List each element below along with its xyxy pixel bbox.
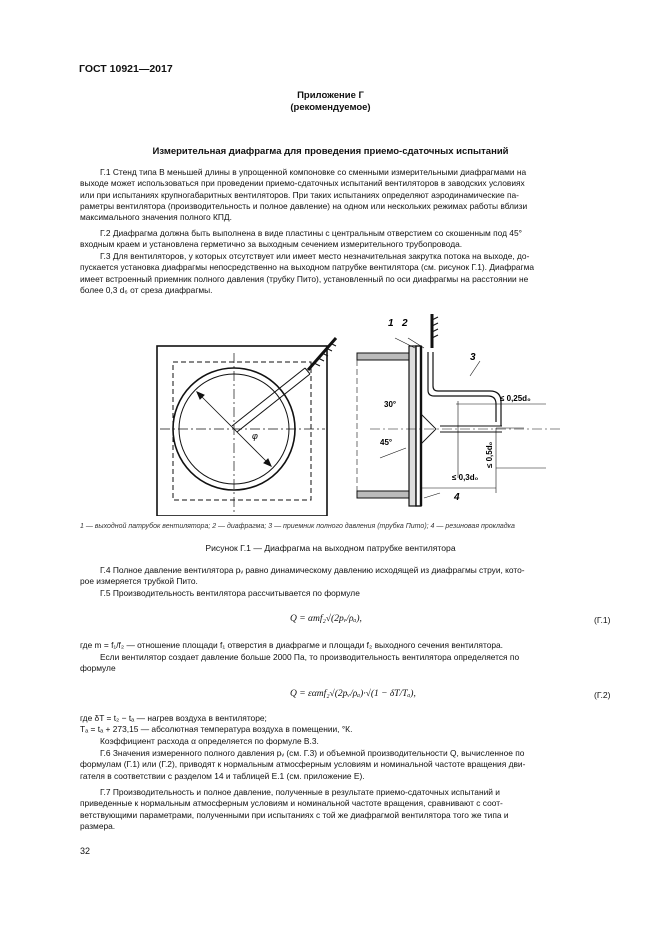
angle-label: φ bbox=[252, 431, 258, 441]
formula-g1-number: (Г.1) bbox=[594, 615, 611, 625]
figure-g1-drawing bbox=[140, 308, 560, 516]
formula-g1: Q = αmf₂√(2pᵥ/ρₐ), bbox=[290, 614, 362, 624]
figure-title: Рисунок Г.1 — Диафрагма на выходном патрубке вентилятора bbox=[205, 543, 456, 553]
angle-30: 30° bbox=[384, 400, 397, 409]
paragraph-g4: Г.4 Полное давление вентилятора pᵥ равно динамическому давлению исходящей из диафрагмы струи, кото- рое измеряется трубкой Пито. bbox=[80, 565, 525, 587]
formula-g2: Q = εαmf₂√(2pᵥ/ρₐ)·√(1 − δT/Tₐ), bbox=[290, 689, 416, 699]
appendix-status: (рекомендуемое) bbox=[290, 102, 371, 113]
paragraph-g5: Г.5 Производительность вентилятора рассчитывается по формуле bbox=[100, 588, 360, 598]
angle-45: 45° bbox=[380, 438, 393, 447]
where-m: где m = f₁/f₂ — отношение площади f₁ отверстия в диафрагме и площади f₂ выходного сечения вентилятора. bbox=[80, 640, 504, 650]
label-2: 2 bbox=[402, 318, 408, 329]
dim-03: ≤ 0,3d₀ bbox=[452, 473, 479, 482]
document-header: ГОСТ 10921—2017 bbox=[79, 63, 173, 75]
paragraph-g7: Г.7 Производительность и полное давление, полученные в результате приемо-сдаточных испытаний и приведенные к нормальным атмосферным условиям и номинальной частоте вращения, сравнивают с соот- ветствующими параметрами, полученными при испытаниях с той же диафрагмой вентилятора того же типа и размера. bbox=[80, 787, 509, 831]
front-view bbox=[157, 338, 336, 516]
page-number: 32 bbox=[80, 846, 91, 856]
where-dt: где δT = t₂ − tₐ — нагрев воздуха в вентиляторе; Tₐ = tₐ + 273,15 — абсолютная температура воздуха в помещении, °К. bbox=[80, 713, 353, 735]
paragraph-if: Если вентилятор создает давление больше 2000 Па, то производительность вентилятора определяется по формуле bbox=[80, 652, 520, 674]
label-1: 1 bbox=[388, 318, 394, 329]
label-4: 4 bbox=[454, 492, 460, 503]
paragraph-g2: Г.2 Диафрагма должна быть выполнена в виде пластины с центральным отверстием со скошенным под 45° входным краем и установлена герметично за выходным сечением измерительного трубопровода. bbox=[80, 228, 522, 250]
dim-05: ≤ 0,5d₀ bbox=[485, 441, 494, 468]
appendix-title: Измерительная диафрагма для проведения приемо-сдаточных испытаний bbox=[152, 146, 509, 157]
figure-legend: 1 — выходной патрубок вентилятора; 2 — диафрагма; 3 — приемник полного давления (трубка Пито); 4 — резиновая прокладка bbox=[80, 523, 515, 530]
dim-025: ≤ 0,25d₀ bbox=[500, 394, 531, 403]
paragraph-g3: Г.3 Для вентиляторов, у которых отсутствует или имеет место незначительная закрутка потока на выходе, до- пускается установка диафрагмы непосредственно на выходном патрубке вентилятора (см. рисунок Г.1). Диафрагма имеет встроенный приемник полного давления (трубку Пито), установленный по оси диафрагмы на расстоянии не более 0,3 d₆ от среза диафрагмы. bbox=[80, 251, 535, 295]
paragraph-g1: Г.1 Стенд типа В меньшей длины в упрощенной компоновке со сменными измерительными диафрагмами на выходе может использоваться при проведении приемо-сдаточных испытаний вентиляторов в заводских условиях или при испытаниях крупногабаритных вентиляторов. При таких испытаниях определяют аэродинамические па- раметры вентилятора (производительность и полное давление) на одном или нескольких режимах работы вблизи максимального значения полного КПД. bbox=[80, 167, 528, 223]
paragraph-coef: Коэффициент расхода α определяется по формуле В.3. bbox=[100, 736, 319, 746]
appendix-label: Приложение Г bbox=[297, 90, 364, 101]
label-3: 3 bbox=[470, 352, 476, 363]
appendix-heading bbox=[60, 90, 601, 114]
formula-g2-number: (Г.2) bbox=[594, 690, 611, 700]
paragraph-g6: Г.6 Значения измеренного полного давления pᵥ (см. Г.3) и объемной производительности Q, вычисленное по формулам (Г.1) или (Г.2), приводят к нормальным атмосферным условиям и номинальной частоте вращения дви- гателя в соответствии с разделом 14 и таблицей Е.1 (см. приложение Е). bbox=[80, 748, 526, 781]
